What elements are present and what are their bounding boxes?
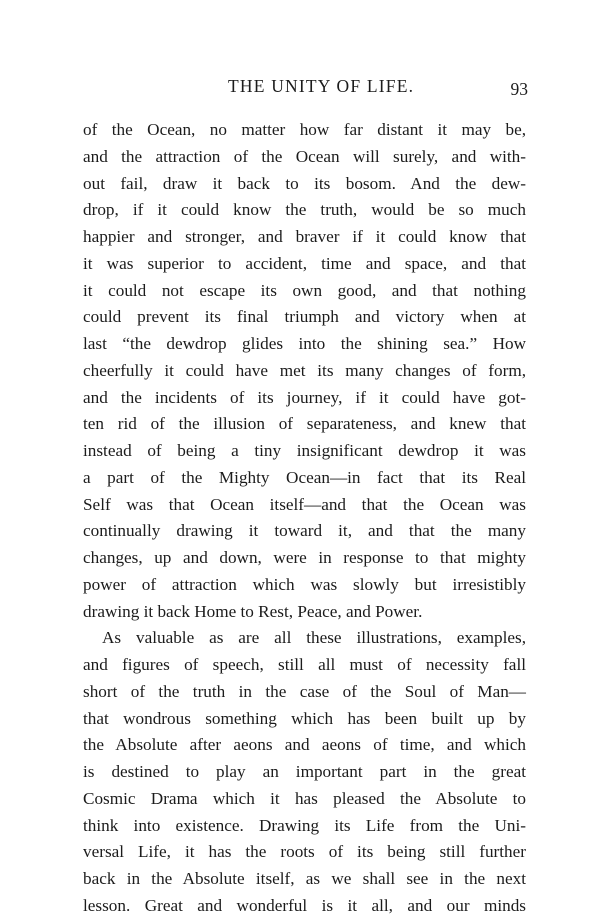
text-line: short of the truth in the case of the Soul of Man— [83,681,526,701]
text-line: Self was that Ocean itself—and that the Ocean was [83,494,526,514]
text-line: drawing it back Home to Rest, Peace, and Power. [83,601,423,621]
text-line: versal Life, it has the roots of its being still further [83,842,526,862]
text-line: lesson. Great and wonderful is it all, and our minds [83,895,526,915]
text-line: Cosmic Drama which it has pleased the Absolute to [83,788,526,808]
running-title: THE UNITY OF LIFE. [228,76,415,96]
text-line: could prevent its final triumph and victory when at [83,307,526,327]
text-line: last “the dewdrop glides into the shining sea.” How [83,334,526,353]
text-line: of the Ocean, no matter how far distant it may be, [83,120,526,139]
text-line: continually drawing it toward it, and that the many [83,521,526,541]
text-line: is destined to play an important part in the great [83,762,526,781]
text-line: instead of being a tiny insignificant dewdrop it was [83,441,526,460]
text-line: the Absolute after aeons and aeons of time, and which [83,735,526,755]
text-line: drop, if it could know the truth, would be so much [83,200,526,220]
text-line: power of attraction which was slowly but irresistibly [83,574,526,594]
text-line: happier and stronger, and braver if it could know that [83,227,526,246]
text-line: it could not escape its own good, and that nothing [83,280,526,300]
text-line: and the incidents of its journey, if it could have got- [83,387,526,407]
text-line: a part of the Mighty Ocean—in fact that its Real [83,467,526,487]
paragraph [83,117,526,625]
text-line: think into existence. Drawing its Life from the Uni- [83,815,526,835]
text-line: back in the Absolute itself, as we shall see in the next [83,869,526,888]
text-line: and the attraction of the Ocean will surely, and with- [83,146,526,166]
paragraph [83,625,526,919]
running-header [83,76,528,100]
text-line: ten rid of the illusion of separateness, and knew that [83,414,526,434]
text-line: cheerfully it could have met its many changes of form, [83,360,526,380]
text-line: As valuable as are all these illustrations, examples, [102,628,526,648]
text-line: that wondrous something which has been built up by [83,708,526,728]
text-line: it was superior to accident, time and space, and that [83,253,526,273]
text-line: and figures of speech, still all must of necessity fall [83,655,526,674]
text-line: changes, up and down, were in response to that mighty [83,548,526,567]
page-body [83,117,526,920]
page-number: 93 [510,79,528,99]
text-line: out fail, draw it back to its bosom. And the dew- [83,173,526,193]
